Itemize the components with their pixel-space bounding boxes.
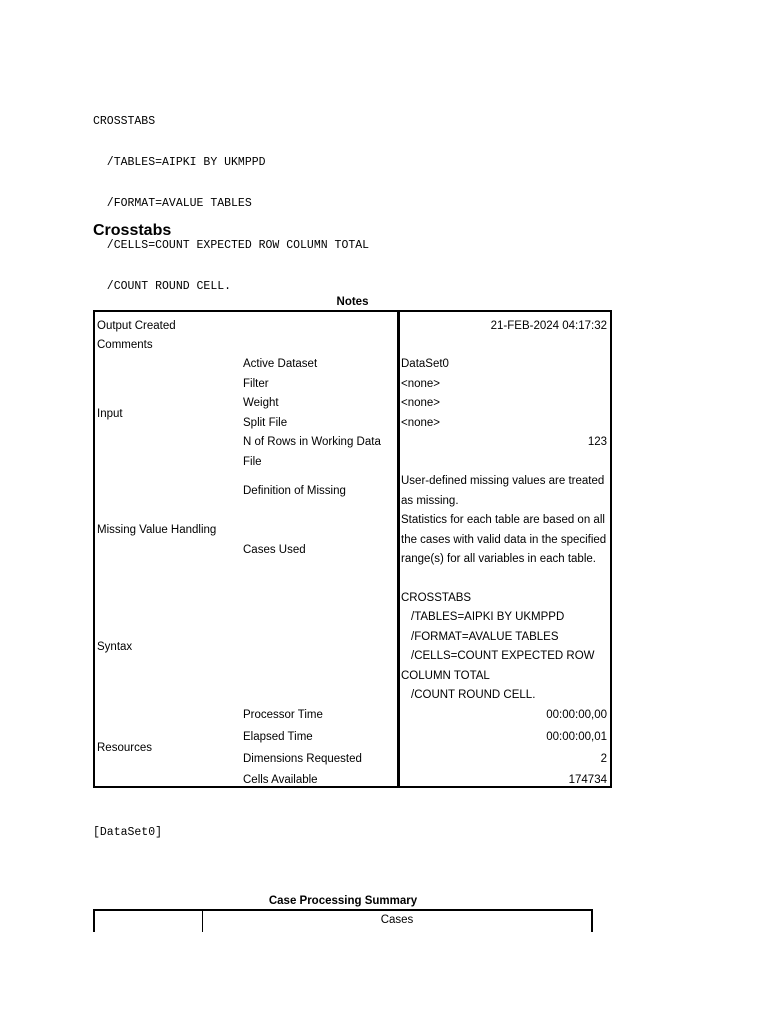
n-rows-value: 123 [587,436,607,448]
cells-available-value: 174734 [568,774,607,786]
section-title: Crosstabs [93,222,172,239]
syntax-line: /TABLES=AIPKI BY UKMPPD [93,155,266,169]
definition-missing-value: User-defined missing values are treated as missing. [401,475,605,507]
syntax-value-line: /COUNT ROUND CELL. [411,689,536,701]
weight-value: <none> [401,397,441,409]
split-file-value: <none> [401,417,441,429]
active-dataset-label: Active Dataset [243,358,318,370]
syntax-block [93,87,369,308]
syntax-line: /CELLS=COUNT EXPECTED ROW COLUMN TOTAL [93,238,370,252]
dimensions-value: 2 [600,753,607,765]
output-created-value: 21-FEB-2024 04:17:32 [490,320,607,332]
processor-time-value: 00:00:00,00 [546,709,607,721]
cells-available-label: Cells Available [243,774,318,786]
syntax-value-line: /CELLS=COUNT EXPECTED ROW [411,650,595,662]
n-rows-label-line2: File [243,456,262,468]
input-label: Input [97,408,123,420]
split-file-label: Split File [243,417,288,429]
comments-label: Comments [97,339,153,351]
syntax-value-line: COLUMN TOTAL [401,670,490,682]
output-created-label: Output Created [97,320,176,332]
column-divider [397,312,400,786]
filter-value: <none> [401,378,441,390]
cases-used-label: Cases Used [243,544,306,556]
elapsed-time-value: 00:00:00,01 [546,731,607,743]
case-processing-caption: Case Processing Summary [268,895,418,907]
processor-time-label: Processor Time [243,709,323,721]
case-processing-table[interactable] [93,909,593,932]
syntax-line: /COUNT ROUND CELL. [93,280,232,294]
definition-missing-label: Definition of Missing [243,485,346,497]
cases-used-value: Statistics for each table are based on all the cases with valid data in the specified range(s) for all variables in each table. [401,514,607,565]
n-rows-label-line1: N of Rows in Working Data [243,436,381,448]
syntax-line: CROSSTABS [93,114,156,128]
cases-header: Cases [380,914,414,926]
missing-handling-label: Missing Value Handling [97,524,217,536]
notes-table[interactable] [93,310,612,788]
filter-label: Filter [243,378,269,390]
syntax-line: /FORMAT=AVALUE TABLES [93,197,252,211]
syntax-value-line: CROSSTABS [401,592,472,604]
syntax-value-line: /TABLES=AIPKI BY UKMPPD [411,611,565,623]
notes-caption: Notes [336,296,369,308]
dimensions-label: Dimensions Requested [243,753,362,765]
syntax-label: Syntax [97,641,133,653]
dataset-tag: [DataSet0] [93,826,163,839]
elapsed-time-label: Elapsed Time [243,731,313,743]
syntax-value-line: /FORMAT=AVALUE TABLES [411,631,559,643]
weight-label: Weight [243,397,279,409]
resources-label: Resources [97,742,152,754]
active-dataset-value: DataSet0 [401,358,449,370]
